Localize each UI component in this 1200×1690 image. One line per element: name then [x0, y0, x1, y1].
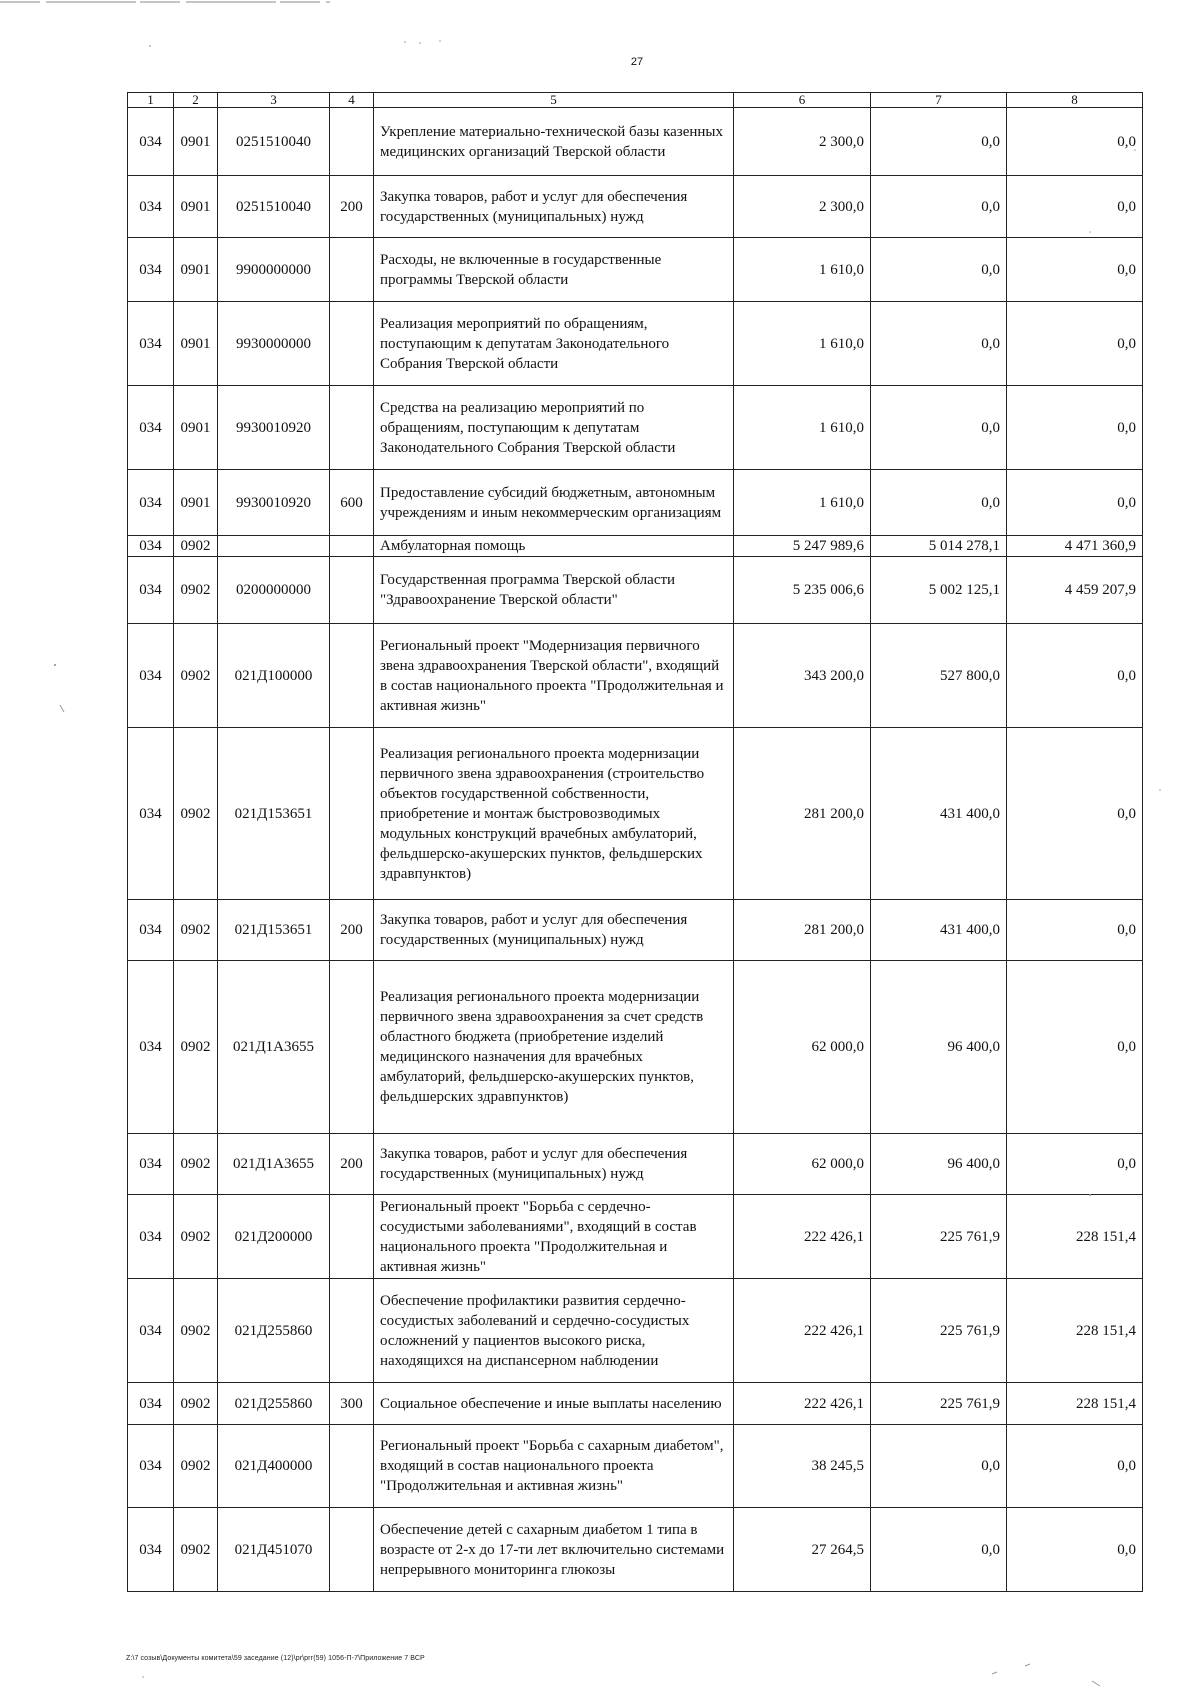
amount-col6: 1 610,0	[734, 470, 871, 536]
amount-col7: 431 400,0	[871, 728, 1007, 900]
expense-type-code	[330, 1279, 374, 1383]
expense-description: Региональный проект "Модернизация первичного звена здравоохранения Тверской области", входящий в состав национального проекта "Продолжительная и активная жизнь"	[374, 624, 734, 728]
ministry-code: 034	[128, 900, 174, 961]
amount-col6: 2 300,0	[734, 176, 871, 238]
ministry-code: 034	[128, 1134, 174, 1195]
amount-col7: 225 761,9	[871, 1195, 1007, 1279]
expense-description: Закупка товаров, работ и услуг для обеспечения государственных (муниципальных) нужд	[374, 900, 734, 961]
amount-col8: 0,0	[1007, 900, 1143, 961]
amount-col8: 0,0	[1007, 1425, 1143, 1508]
section-code: 0902	[174, 900, 218, 961]
section-code: 0902	[174, 1195, 218, 1279]
amount-col6: 2 300,0	[734, 108, 871, 176]
amount-col7: 0,0	[871, 470, 1007, 536]
section-code: 0902	[174, 728, 218, 900]
table-row	[128, 557, 1143, 624]
section-code: 0902	[174, 1508, 218, 1592]
section-code: 0902	[174, 1279, 218, 1383]
expense-type-code	[330, 557, 374, 624]
expense-description: Реализация регионального проекта модернизации первичного звена здравоохранения (строительство объектов государственной собственности, приобретение и монтаж быстровозводимых модульных конструкций врачебных амбулаторий, фельдшерско-акушерских пунктов, фельдшерских здравпунктов)	[374, 728, 734, 900]
target-article-code	[218, 536, 330, 557]
section-code: 0902	[174, 557, 218, 624]
expense-description: Региональный проект "Борьба с сахарным диабетом", входящий в состав национального проекта "Продолжительная и активная жизнь"	[374, 1425, 734, 1508]
target-article-code: 9930010920	[218, 470, 330, 536]
amount-col8: 0,0	[1007, 624, 1143, 728]
amount-col7: 225 761,9	[871, 1383, 1007, 1425]
amount-col7: 96 400,0	[871, 961, 1007, 1134]
section-code: 0901	[174, 176, 218, 238]
expense-description: Предоставление субсидий бюджетным, автономным учреждениям и иным некоммерческим организациям	[374, 470, 734, 536]
amount-col7: 96 400,0	[871, 1134, 1007, 1195]
ministry-code: 034	[128, 961, 174, 1134]
expense-type-code	[330, 1195, 374, 1279]
target-article-code: 021Д1А3655	[218, 961, 330, 1134]
amount-col8: 0,0	[1007, 386, 1143, 470]
target-article-code: 021Д400000	[218, 1425, 330, 1508]
amount-col6: 5 247 989,6	[734, 536, 871, 557]
table-row	[128, 1279, 1143, 1383]
footer-file-path: Z:\7 созыв\Документы комитета\59 заседание (12)\pr\prг(59) 1056-П-7\Приложение 7 ВСР	[126, 1655, 425, 1662]
amount-col6: 27 264,5	[734, 1508, 871, 1592]
amount-col7: 5 014 278,1	[871, 536, 1007, 557]
amount-col8: 0,0	[1007, 302, 1143, 386]
section-code: 0902	[174, 536, 218, 557]
expense-type-code	[330, 536, 374, 557]
amount-col6: 5 235 006,6	[734, 557, 871, 624]
expense-type-code	[330, 961, 374, 1134]
amount-col8: 0,0	[1007, 176, 1143, 238]
amount-col7: 431 400,0	[871, 900, 1007, 961]
ministry-code: 034	[128, 238, 174, 302]
amount-col7: 527 800,0	[871, 624, 1007, 728]
expense-type-code	[330, 302, 374, 386]
amount-col6: 281 200,0	[734, 728, 871, 900]
section-code: 0902	[174, 1134, 218, 1195]
column-number-row	[128, 93, 1143, 108]
table-row	[128, 961, 1143, 1134]
amount-col8: 228 151,4	[1007, 1279, 1143, 1383]
table-row	[128, 1508, 1143, 1592]
expense-description: Региональный проект "Борьба с сердечно-сосудистыми заболеваниями", входящий в состав национального проекта "Продолжительная и активная жизнь"	[374, 1195, 734, 1279]
table-row	[128, 238, 1143, 302]
ministry-code: 034	[128, 536, 174, 557]
column-number: 3	[218, 93, 330, 108]
amount-col7: 5 002 125,1	[871, 557, 1007, 624]
amount-col6: 38 245,5	[734, 1425, 871, 1508]
section-code: 0901	[174, 238, 218, 302]
amount-col6: 1 610,0	[734, 302, 871, 386]
table-row	[128, 1425, 1143, 1508]
expense-type-code: 300	[330, 1383, 374, 1425]
ministry-code: 034	[128, 176, 174, 238]
amount-col8: 0,0	[1007, 1508, 1143, 1592]
target-article-code: 021Д451070	[218, 1508, 330, 1592]
budget-table	[127, 92, 1143, 1592]
expense-description: Закупка товаров, работ и услуг для обеспечения государственных (муниципальных) нужд	[374, 176, 734, 238]
column-number: 6	[734, 93, 871, 108]
ministry-code: 034	[128, 108, 174, 176]
target-article-code: 021Д153651	[218, 900, 330, 961]
amount-col8: 0,0	[1007, 108, 1143, 176]
column-number: 5	[374, 93, 734, 108]
amount-col8: 4 471 360,9	[1007, 536, 1143, 557]
section-code: 0901	[174, 108, 218, 176]
target-article-code: 0251510040	[218, 108, 330, 176]
expense-type-code: 200	[330, 1134, 374, 1195]
amount-col6: 1 610,0	[734, 238, 871, 302]
amount-col7: 0,0	[871, 176, 1007, 238]
table-row	[128, 624, 1143, 728]
amount-col7: 0,0	[871, 386, 1007, 470]
target-article-code: 9930000000	[218, 302, 330, 386]
expense-type-code	[330, 1425, 374, 1508]
table-row	[128, 386, 1143, 470]
amount-col7: 0,0	[871, 1425, 1007, 1508]
amount-col8: 0,0	[1007, 470, 1143, 536]
amount-col8: 228 151,4	[1007, 1195, 1143, 1279]
table-row	[128, 302, 1143, 386]
amount-col8: 0,0	[1007, 1134, 1143, 1195]
expense-type-code	[330, 108, 374, 176]
expense-description: Реализация регионального проекта модернизации первичного звена здравоохранения за счет средств областного бюджета (приобретение изделий медицинского назначения для врачебных амбулаторий, фельдшерско-акушерских пунктов, фельдшерских здравпунктов)	[374, 961, 734, 1134]
ministry-code: 034	[128, 302, 174, 386]
expense-type-code	[330, 386, 374, 470]
column-number: 4	[330, 93, 374, 108]
expense-type-code: 200	[330, 176, 374, 238]
table-row	[128, 176, 1143, 238]
table-row	[128, 536, 1143, 557]
table-row	[128, 108, 1143, 176]
ministry-code: 034	[128, 1383, 174, 1425]
target-article-code: 021Д100000	[218, 624, 330, 728]
ministry-code: 034	[128, 1279, 174, 1383]
ministry-code: 034	[128, 624, 174, 728]
amount-col8: 0,0	[1007, 238, 1143, 302]
target-article-code: 021Д255860	[218, 1279, 330, 1383]
column-number: 8	[1007, 93, 1143, 108]
ministry-code: 034	[128, 728, 174, 900]
amount-col6: 222 426,1	[734, 1195, 871, 1279]
column-number: 7	[871, 93, 1007, 108]
table-row	[128, 1383, 1143, 1425]
ministry-code: 034	[128, 470, 174, 536]
table-row	[128, 728, 1143, 900]
expense-description: Средства на реализацию мероприятий по обращениям, поступающим к депутатам Законодательного Собрания Тверской области	[374, 386, 734, 470]
expense-description: Обеспечение детей с сахарным диабетом 1 типа в возрасте от 2-х до 17-ти лет включительно системами непрерывного мониторинга глюкозы	[374, 1508, 734, 1592]
amount-col7: 0,0	[871, 1508, 1007, 1592]
section-code: 0902	[174, 1425, 218, 1508]
table-row	[128, 1195, 1143, 1279]
expense-type-code: 200	[330, 900, 374, 961]
amount-col7: 0,0	[871, 238, 1007, 302]
expense-description: Амбулаторная помощь	[374, 536, 734, 557]
expense-type-code	[330, 624, 374, 728]
ministry-code: 034	[128, 1195, 174, 1279]
amount-col8: 4 459 207,9	[1007, 557, 1143, 624]
ministry-code: 034	[128, 386, 174, 470]
section-code: 0902	[174, 961, 218, 1134]
amount-col8: 228 151,4	[1007, 1383, 1143, 1425]
target-article-code: 9930010920	[218, 386, 330, 470]
table-row	[128, 1134, 1143, 1195]
target-article-code: 9900000000	[218, 238, 330, 302]
target-article-code: 021Д1А3655	[218, 1134, 330, 1195]
amount-col8: 0,0	[1007, 728, 1143, 900]
page-number: 27	[630, 56, 644, 68]
target-article-code: 021Д153651	[218, 728, 330, 900]
expense-description: Расходы, не включенные в государственные программы Тверской области	[374, 238, 734, 302]
column-number: 1	[128, 93, 174, 108]
amount-col6: 62 000,0	[734, 961, 871, 1134]
table-row	[128, 900, 1143, 961]
expense-description: Закупка товаров, работ и услуг для обеспечения государственных (муниципальных) нужд	[374, 1134, 734, 1195]
target-article-code: 021Д200000	[218, 1195, 330, 1279]
section-code: 0901	[174, 470, 218, 536]
expense-type-code: 600	[330, 470, 374, 536]
section-code: 0902	[174, 624, 218, 728]
amount-col6: 222 426,1	[734, 1279, 871, 1383]
expense-type-code	[330, 238, 374, 302]
amount-col6: 281 200,0	[734, 900, 871, 961]
amount-col6: 1 610,0	[734, 386, 871, 470]
ministry-code: 034	[128, 1508, 174, 1592]
amount-col7: 225 761,9	[871, 1279, 1007, 1383]
expense-description: Обеспечение профилактики развития сердечно-сосудистых заболеваний и сердечно-сосудистых осложнений у пациентов высокого риска, находящихся на диспансерном наблюдении	[374, 1279, 734, 1383]
expense-description: Государственная программа Тверской области "Здравоохранение Тверской области"	[374, 557, 734, 624]
amount-col6: 343 200,0	[734, 624, 871, 728]
amount-col6: 62 000,0	[734, 1134, 871, 1195]
amount-col8: 0,0	[1007, 961, 1143, 1134]
target-article-code: 0251510040	[218, 176, 330, 238]
amount-col7: 0,0	[871, 108, 1007, 176]
expense-description: Укрепление материально-технической базы казенных медицинских организаций Тверской области	[374, 108, 734, 176]
section-code: 0901	[174, 302, 218, 386]
section-code: 0902	[174, 1383, 218, 1425]
expense-description: Социальное обеспечение и иные выплаты населению	[374, 1383, 734, 1425]
expense-type-code	[330, 1508, 374, 1592]
ministry-code: 034	[128, 557, 174, 624]
target-article-code: 0200000000	[218, 557, 330, 624]
target-article-code: 021Д255860	[218, 1383, 330, 1425]
amount-col7: 0,0	[871, 302, 1007, 386]
column-number: 2	[174, 93, 218, 108]
expense-type-code	[330, 728, 374, 900]
amount-col6: 222 426,1	[734, 1383, 871, 1425]
section-code: 0901	[174, 386, 218, 470]
table-row	[128, 470, 1143, 536]
expense-description: Реализация мероприятий по обращениям, поступающим к депутатам Законодательного Собрания Тверской области	[374, 302, 734, 386]
ministry-code: 034	[128, 1425, 174, 1508]
